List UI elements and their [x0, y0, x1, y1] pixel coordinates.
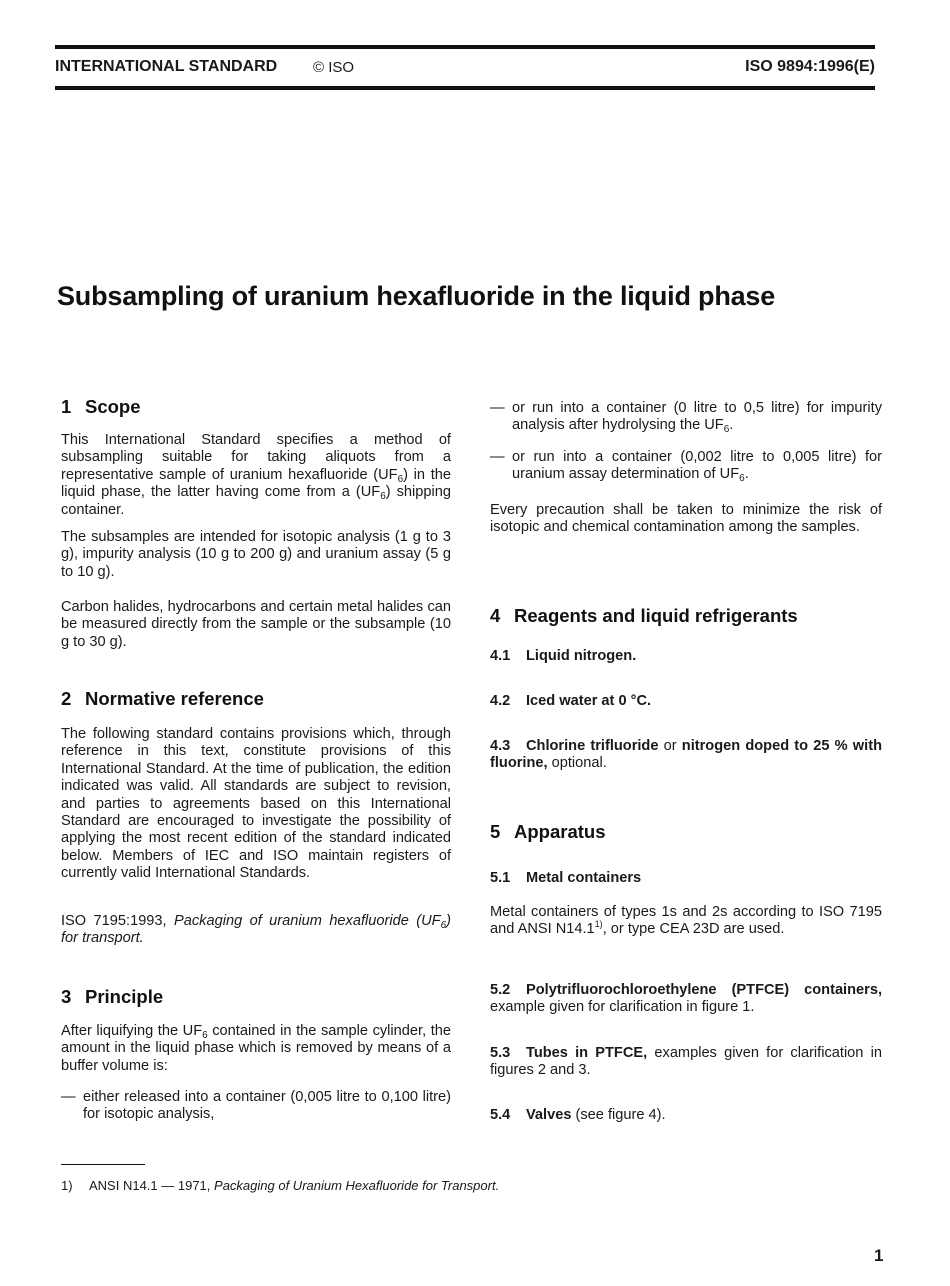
section-3-list-item-1: — either released into a container (0,005 litre to 0,100 litre) for isotopic analysis,	[61, 1089, 451, 1123]
section-2-heading: 2 Normative reference	[61, 688, 264, 709]
section-5-4: 5.4 Valves (see figure 4).	[490, 1107, 666, 1123]
page-header	[55, 58, 875, 80]
section-4-2: 4.2 Iced water at 0 °C.	[490, 693, 652, 709]
page-number: 1	[874, 1246, 884, 1265]
standard-number: ISO 9894:1996(E)	[745, 58, 875, 75]
section-5-1-paragraph: Metal containers of types 1s and 2s according to ISO 7195 and ANSI N14.1$^{1)}$, or type CEA 23D are used.	[490, 904, 882, 938]
standard-type-label: INTERNATIONAL STANDARD	[55, 58, 278, 75]
section-3-list-item-3: — or run into a container (0,002 litre to 0,005 litre) for uranium assay determination of $UF_6$.	[490, 449, 882, 485]
section-3-list-item-2: — or run into a container (0 litre to 0,5 litre) for impurity analysis after hydrolysing the $UF_6$.	[490, 400, 882, 436]
header-bottom-rule	[55, 86, 875, 90]
header-top-rule	[55, 45, 875, 49]
section-5-heading: 5 Apparatus	[490, 821, 606, 842]
section-1-paragraph-3: Carbon halides, hydrocarbons and certain metal halides can be measured directly from the sample or the subsample (10 g to 30 g).	[61, 599, 451, 650]
section-2-reference: ISO 7195:1993, Packaging of uranium hexafluoride $(UF_6)$ for transport.	[61, 913, 451, 947]
document-title: Subsampling of uranium hexafluoride in the liquid phase	[57, 281, 776, 311]
section-4-1: 4.1 Liquid nitrogen.	[490, 648, 637, 664]
section-4-heading: 4 Reagents and liquid refrigerants	[490, 605, 798, 626]
section-5-2: 5.2 Polytrifluorochloroethylene (PTFCE) containers, example given for clarification in figure 1.	[490, 982, 882, 1016]
copyright-label: © ISO	[313, 59, 355, 76]
footnote: 1) ANSI N14.1 — 1971, Packaging of Uranium Hexafluoride for Transport.	[61, 1178, 500, 1193]
section-3-heading: 3 Principle	[61, 986, 164, 1007]
section-5-3: 5.3 Tubes in PTFCE, examples given for clarification in figures 2 and 3.	[490, 1045, 882, 1079]
section-1-paragraph-1: This International Standard specifies a method of subsampling suitable for taking aliquots from a representative sample of uranium hexafluoride $(UF_6)$ in the liquid phase, the latter having come from a $(UF_6)$ shipping container.	[61, 432, 452, 518]
section-3-paragraph-1: After liquifying the $UF_6$ contained in the sample cylinder, the amount in the liquid phase which is removed by means of a buffer volume is:	[61, 1023, 451, 1074]
section-1-heading: 1 Scope	[61, 396, 141, 417]
footnote-separator	[61, 1164, 145, 1165]
section-2-paragraph-1: The following standard contains provisions which, through reference in this text, constitute provisions of this International Standard. At the time of publication, the edition indicated was valid. All standards are subject to revision, and parties to agreements based on this International Standard are encouraged to investigate the possibility of applying the most recent edition of the standard indicated below. Members of IEC and ISO maintain registers of currently valid International Standards.	[61, 726, 451, 882]
section-1-paragraph-2: The subsamples are intended for isotopic analysis (1 g to 3 g), impurity analysis (10 g to 200 g) and uranium assay (5 g to 10 g).	[61, 529, 451, 580]
section-5-1: 5.1 Metal containers	[490, 870, 642, 886]
section-3-paragraph-2: Every precaution shall be taken to minimize the risk of isotopic and chemical contamination among the samples.	[490, 502, 882, 536]
section-4-3: 4.3 Chlorine trifluoride or nitrogen doped to 25 % with fluorine, optional.	[490, 738, 882, 772]
